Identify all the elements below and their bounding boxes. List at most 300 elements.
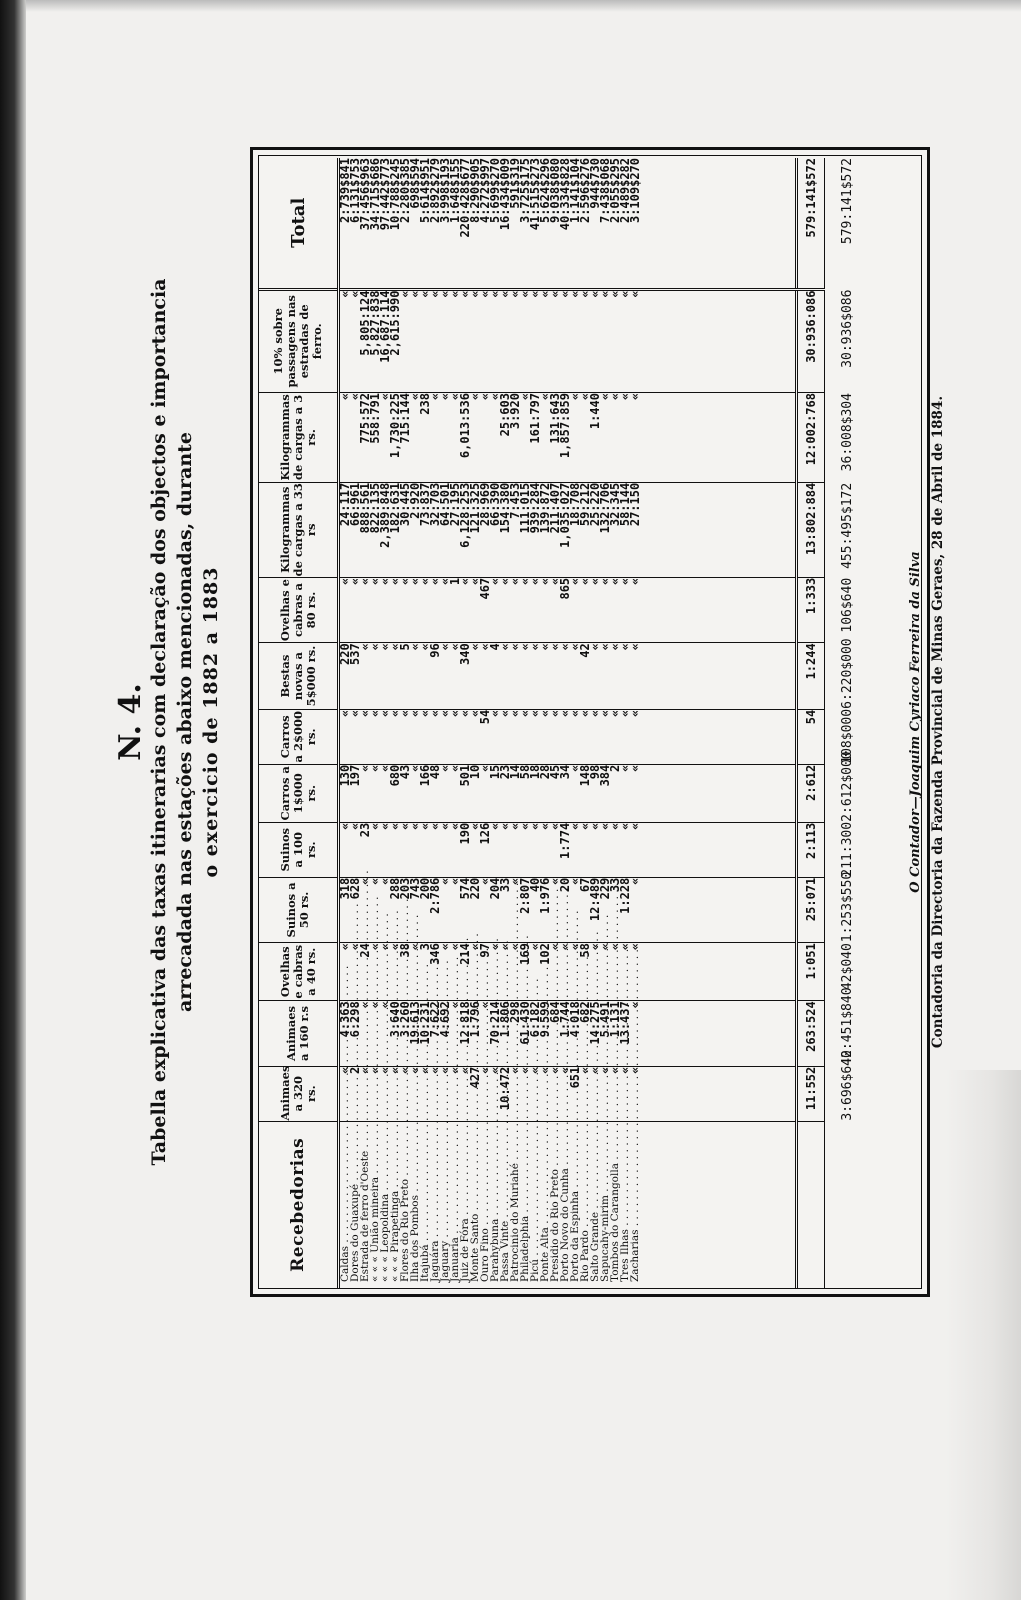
station-name: Patrocinio do Muriahé . . . [510,1122,520,1282]
table-cell: 58:144 [618,482,632,527]
table-cell: « [618,822,632,831]
column-bestas-novas [339,643,797,710]
table-cell: 3:640 [388,1001,402,1038]
table-cell: 1,730:225 [388,393,402,459]
table-cell: « [628,1001,642,1009]
table-cell: 19:613 [408,1001,422,1045]
header-animaes-160: Animaes a 160 r.s [259,1001,339,1066]
table-cell: 12:489 [588,877,602,922]
table-cell: 5:614$951 [418,158,432,224]
table-cell: « [608,393,622,401]
table-cell: « [378,877,392,885]
table-cell: 4:018 [568,1001,582,1038]
table-cell: « [538,709,552,718]
table-cell: 3:998$193 [438,158,452,224]
table-cell: « [628,764,642,772]
table-cell: « [578,393,592,401]
table-cell: 25:603 [498,393,512,437]
station-name: Porto da Espinha . . . [570,1122,580,1282]
table-cell: « [418,709,432,718]
revenue-table [259,158,869,1288]
table-cell: 25:220 [588,482,602,527]
table-cell: « [388,822,402,831]
table-cell: 23 [358,822,372,838]
column-total [339,158,797,289]
table-cell: 182:631 [388,482,402,534]
table-cell: 67 [578,877,592,893]
table-cell: 18:708 [568,482,582,527]
table-cell: 2:786 [428,877,442,914]
table-cell: 4 [488,643,502,651]
table-cell: « [428,290,442,298]
table-cell: 7:438$068 [598,158,612,224]
table-cell: « [528,290,542,298]
table-cell: 2:055$295 [608,158,622,224]
table-cell: 558:791 [368,393,382,444]
table-cell: 715:144 [398,393,412,444]
table-cell: « [338,1066,352,1074]
table-cell: « [488,577,502,586]
table-cell: « [418,290,432,298]
table-cell: « [628,577,642,586]
table-cell: « [458,290,472,298]
station-name: Dores do Guaxupé . . . [350,1122,360,1282]
station-name: Passa Vinte . . . [500,1122,510,1282]
table-cell: « [388,1066,402,1074]
table-cell: 2:739$841 [338,158,352,224]
table-cell: « [598,1066,612,1074]
table-cell: 203 [398,877,412,900]
table-cell: « [448,943,462,951]
header-animaes-320: Animaes a 320 rs. [259,1066,339,1121]
table-cell: 54 [478,709,492,725]
table-cell: « [548,877,562,885]
table-cell: « [428,822,442,831]
table-cell: « [338,822,352,831]
table-cell: « [438,877,452,885]
table-cell: 1:440 [588,393,602,430]
table-cell: 8:290$905 [468,158,482,224]
table-cell: 6:131$753 [348,158,362,224]
table-cell: « [468,643,482,651]
table-cell: « [468,577,482,586]
table-cell: « [598,709,612,718]
subtotal-cell: 2:113 [797,822,825,877]
station-name: Sapucahy-mirim . . . [600,1122,610,1282]
table-cell: 1:796 [468,1001,482,1038]
table-cell: 9:038$080 [548,158,562,224]
table-cell: « [408,577,422,586]
table-cell: 200 [418,877,432,900]
station-name: Itajubá . . . [420,1122,430,1282]
header-carros-1000: Carros a 1$000 rs. [259,764,339,822]
table-cell: « [508,577,522,586]
table-cell: 102 [538,943,552,965]
table-cell: 537 [348,643,362,665]
table-cell: « [478,1001,492,1009]
table-cell: 822:135 [368,482,382,534]
table-cell: 2:892$279 [428,158,442,224]
table-cell: 28 [538,764,552,780]
table-cell: « [468,393,482,401]
table-cell: « [428,577,442,586]
grand-total-cell: 36:008$304 [825,393,870,483]
station-name: Monte Santo . . . [470,1122,480,1282]
table-cell: « [438,577,452,586]
table-cell: « [368,1066,382,1074]
table-cell: « [598,822,612,831]
table-cell: 61:430 [518,1001,532,1045]
table-cell: 427 [468,1066,482,1089]
table-cell: « [598,393,612,401]
station-name: Philadelphia . . . [520,1122,530,1282]
grand-total-cell: 1:253$550 [825,877,870,942]
table-cell: « [368,877,382,885]
table-cell: « [408,822,422,831]
table-cell: 888:561 [358,482,372,534]
table-cell: « [448,1066,462,1074]
header-passagens: 10% sobre passagens nas estradas de ferro. [259,289,339,392]
table-cell: 5,827:838 [368,290,382,356]
station-name: Zacharias . . . [630,1122,640,1282]
table-cell: 1:976 [538,877,552,914]
station-name: Salto Grande . . . [590,1122,600,1282]
table-cell: « [378,1001,392,1009]
table-cell: 3:725$175 [518,158,532,224]
table-cell: « [478,643,492,651]
table-cell: 27:150 [628,482,642,527]
table-cell: « [478,1066,492,1074]
table-cell: « [448,290,462,298]
header-suinos-100: Suinos a 100 rs. [259,822,339,877]
table-cell: « [378,943,392,951]
table-cell: 7:453 [508,482,522,519]
table-cell: 23 [498,764,512,780]
station-name: Jaguary . . . [440,1122,450,1282]
table-cell: 2:280$385 [398,158,412,224]
table-cell: « [468,290,482,298]
table-cell: « [608,290,622,298]
table-cell: 698$594 [408,158,422,209]
station-name: « « « União mineira . . . [370,1122,380,1282]
table-cell: « [398,822,412,831]
table-cell: « [518,822,532,831]
station-name: Januaria . . . [450,1122,460,1282]
header-ovelhas-80: Ovelhas e cabras a 80 rs. [259,577,339,642]
table-cell: 43 [398,764,412,780]
table-cell: « [368,1001,382,1009]
table-cell: « [388,709,402,718]
table-cell: 13:437 [618,1001,632,1045]
table-cell: 3:920 [508,393,522,430]
table-cell: 161:797 [528,393,542,444]
table-cell: « [608,577,622,586]
table-cell: « [498,290,512,298]
table-cell: 34 [558,764,572,780]
table-cell: 96 [428,643,442,658]
table-cell: « [378,709,392,718]
subtotal-cell: 54 [797,709,825,764]
table-cell: 1,857:859 [558,393,572,459]
grand-total-spacer [825,1121,870,1288]
table-cell: « [528,709,542,718]
table-cell: « [478,290,492,298]
table-cell: « [398,290,412,298]
table-cell: « [448,1001,462,1009]
table-cell: 73:837 [418,482,432,527]
table-cell: « [558,290,572,298]
table-cell: « [568,643,582,651]
table-cell: 939:284 [528,482,542,534]
table-cell: « [348,822,362,831]
table-cell: « [598,290,612,298]
table-cell: « [448,643,462,651]
table-cell: 340 [458,643,472,665]
table-cell: 27:195 [448,482,462,527]
table-cell: « [368,822,382,831]
table-cell: « [558,643,572,651]
table-cell: « [498,709,512,718]
table-cell: 34:715$686 [368,158,382,231]
table-cell: 58 [578,943,592,958]
table-cell: 132:706 [598,482,612,534]
scan-binding-edge [0,0,26,1600]
table-cell: 10:231 [418,1001,432,1045]
table-cell: « [528,943,542,951]
table-cell: « [418,577,432,586]
table-cell: « [598,577,612,586]
table-cell: « [538,290,552,298]
table-cell: 346 [428,943,442,965]
scan-top-edge [0,0,1021,12]
table-cell: 684 [548,1001,562,1023]
table-cell: « [568,709,582,718]
table-cell: « [388,643,402,651]
table-cell: 20 [558,877,572,893]
grand-total-cell: 579:141$572 [825,158,870,289]
station-name: Flores do Rio Preto . . . [400,1122,410,1282]
table-cell: 211:407 [548,482,562,534]
table-cell: 166 [418,764,432,787]
table-cell: « [368,709,382,718]
table-cell: « [628,822,642,831]
table-cell: « [448,877,462,885]
footer-location-date: Contadoria da Directoria da Fazenda Provincial de Minas Geraes, 28 de Abril de 1884. [930,395,946,1049]
column-cargas-33 [339,482,797,577]
table-cell: 12:818 [458,1001,472,1045]
table-cell: 5:624$296 [538,158,552,224]
table-cell: « [458,1066,472,1074]
table-cell: « [528,1066,542,1074]
table-cell: « [478,393,492,401]
table-cell: « [618,643,632,651]
grand-total-cell: 2:612$000 [825,764,870,822]
table-cell: « [338,290,352,298]
table-cell: 501 [458,764,472,787]
table-cell: 2:920 [408,482,422,519]
header-bestas-novas: Bestas novas a 5$000 rs. [259,643,339,710]
table-cell: « [488,943,502,951]
table-cell: « [608,709,622,718]
table-cell: « [618,943,632,951]
table-cell: « [568,822,582,831]
column-cargas-3 [339,393,797,483]
table-cell: « [428,393,442,401]
grand-total-cell: 6:220$000 [825,643,870,710]
table-cell: « [398,709,412,718]
table-cell: 220 [338,643,352,665]
rotated-document [110,145,946,1465]
table-cell: 3:109$270 [628,158,642,224]
table-cell: « [568,877,582,885]
table-cell: « [578,577,592,586]
grand-total-cell: 42$040 [825,943,870,1001]
table-cell: « [448,822,462,831]
table-cell: « [538,643,552,651]
table-cell: « [518,643,532,651]
table-cell: « [558,943,572,951]
table-cell: « [448,393,462,401]
table-cell: 775:572 [358,393,372,444]
table-cell: 4:363 [338,1001,352,1038]
table-cell: 574 [458,877,472,900]
table-cell: « [358,764,372,772]
table-cell: 58 [518,764,532,780]
table-cell: « [418,1066,432,1074]
table-cell: 220 [468,877,482,900]
table-cell: « [588,943,602,951]
table-cell: 64:501 [438,482,452,527]
table-cell: « [348,393,362,401]
table-cell: 10 [468,764,482,780]
table-cell: « [618,290,632,298]
table-cell: « [388,577,402,586]
table-cell: 6:298 [348,1001,362,1038]
table-cell: « [488,290,502,298]
table-cell: 197 [348,764,362,787]
table-cell: 2 [348,1066,362,1074]
table-cell: « [368,577,382,586]
table-cell: « [378,822,392,831]
table-cell: « [358,1066,372,1074]
table-cell: « [458,577,472,586]
table-cell: « [568,290,582,298]
table-cell: « [508,822,522,831]
column-carros-1000 [339,764,797,822]
table-cell: « [438,643,452,651]
table-cell: « [518,709,532,718]
table-cell: « [438,393,452,401]
table-cell: « [598,943,612,951]
station-name: Ouro Fino . . . [480,1122,490,1282]
table-cell: 4:692 [438,1001,452,1038]
table-cell: 121:325 [468,482,482,534]
table-cell: 591$319 [508,158,522,209]
table-cell: « [568,577,582,586]
table-cell: « [518,393,532,401]
subtotal-cell: 12:002:768 [797,393,825,483]
table-cell: 651 [568,1066,582,1089]
table-cell: 15 [488,764,502,780]
table-cell: « [478,877,492,885]
table-cell: 38 [398,943,412,958]
table-cell: « [408,1066,422,1074]
table-cell: 169 [518,943,532,965]
table-cell: 6,128:253 [458,482,472,548]
station-name: Rio Pardo . . . [580,1122,590,1282]
table-cell: 5:491 [598,1001,612,1038]
station-name: Caldas . . . [340,1122,350,1282]
table-cell: « [378,1066,392,1074]
station-name: Tombos do Carangolla . . . [610,1122,620,1282]
table-cell: 70:214 [488,1001,502,1045]
table-cell: 154:380 [498,482,512,534]
table-cell: « [438,709,452,718]
table-cell: « [608,1066,622,1074]
table-cell: « [588,577,602,586]
document-title-line-1: Tabella explicativa das taxas itinerarias com declaração dos objectos e importancia [148,278,170,1166]
table-cell: 42 [578,643,592,658]
table-cell: « [608,822,622,831]
table-cell: « [408,643,422,651]
table-cell: « [438,822,452,831]
table-cell: « [588,643,602,651]
table-cell: « [428,1066,442,1074]
table-cell: « [348,577,362,586]
table-cell: « [548,577,562,586]
table-cell: « [538,393,552,401]
table-cell: 98 [588,764,602,780]
grand-total-cell: 211:300 [825,822,870,877]
table-cell: 66:961 [348,482,362,527]
table-cell: « [488,1066,502,1074]
table-cell: « [358,877,372,885]
table-cell: 220:428$677 [458,158,472,238]
table-cell: 1:141$104 [568,158,582,224]
station-name: Jaguára . . . [430,1122,440,1282]
subtotal-cell: 1:244 [797,643,825,710]
table-cell: « [508,1066,522,1074]
station-name: Picú . . . [530,1122,540,1282]
table-cell: 7:622 [428,1001,442,1038]
table-cell: « [378,577,392,586]
table-cell: « [598,643,612,651]
table-cell: 48 [428,764,442,780]
table-cell: « [378,764,392,772]
table-cell: 130 [338,764,352,787]
subtotal-cell: 13:802:884 [797,482,825,577]
table-cell: « [548,290,562,298]
table-cell: « [498,643,512,651]
table-cell: 2:596$276 [578,158,592,224]
table-cell: 1:774 [558,822,572,859]
table-cell: 28:969 [478,482,492,527]
station-name: Juiz de Fóra . . . [460,1122,470,1282]
column-carros-2000 [339,709,797,764]
table-cell: « [508,290,522,298]
header-cargas-3: Kilogrammas de cargas a 3 rs. [259,393,339,483]
table-cell: 865 [558,577,572,600]
document-title-line-2: arrecadada nas estações abaixo mencionadas, durante [174,432,196,1013]
table-cell: 6,013:536 [458,393,472,459]
table-cell: « [338,943,352,951]
subtotal-cell: 30:936:086 [797,289,825,392]
table-cell: 298 [508,1001,522,1023]
table-cell: « [488,822,502,831]
station-name: Presidio do Rio Preto . . . [550,1122,560,1282]
table-cell: 16:434$009 [498,158,512,231]
table-cell: « [488,709,502,718]
